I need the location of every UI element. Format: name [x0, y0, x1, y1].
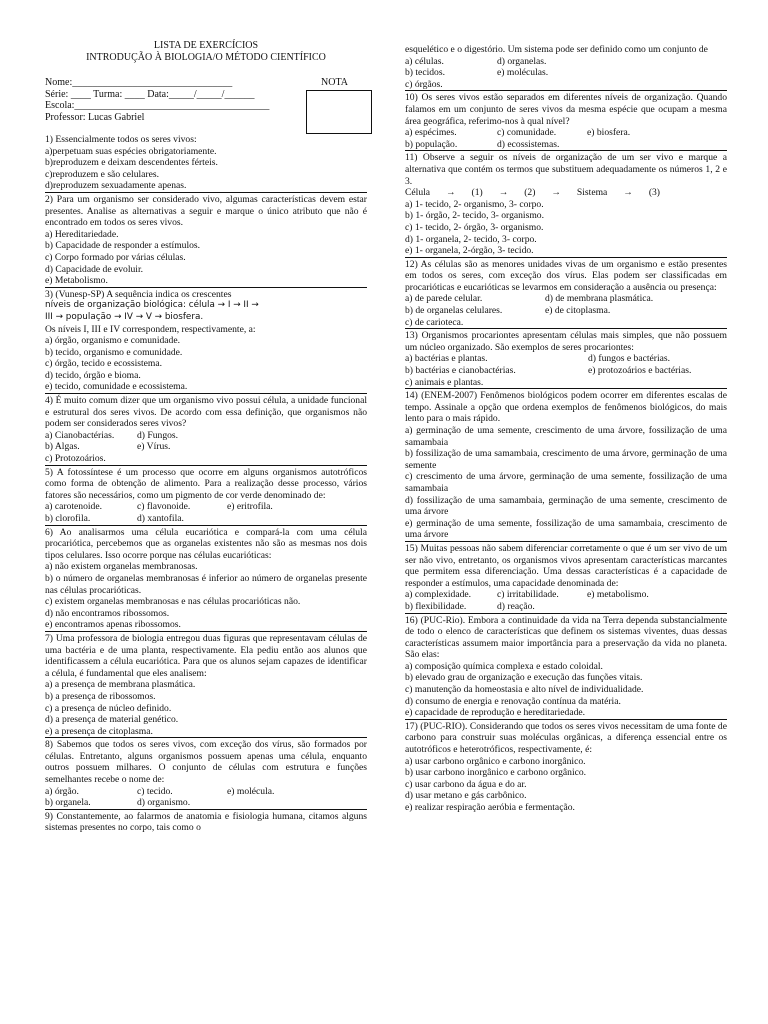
class-field[interactable]: Série: ____ Turma: ____ Data:_____/_____/______ — [45, 88, 255, 100]
option-d[interactable]: d) ecossistemas. — [497, 138, 560, 150]
option-a[interactable]: a) germinação de uma semente, crescimento de uma árvore, fossilização de uma samambaia — [405, 425, 727, 448]
question-1 — [45, 133, 367, 192]
student-info — [45, 77, 367, 123]
option-e[interactable]: e) encontramos apenas ribossomos. — [45, 619, 181, 631]
option-e[interactable]: e) molécula. — [227, 785, 275, 797]
option-b[interactable]: b) Capacidade de responder a estímulos. — [45, 240, 201, 252]
option-c[interactable]: c) a presença de núcleo definido. — [45, 702, 172, 714]
question-stem: 8) Sabemos que todos os seres vivos, com exceção dos vírus, são formados por células. Entretanto, alguns organismos possuem apenas uma célula, enquanto outros possuem milhares. O conjunto de células com estrutura e funções semelhantes recebe o nome de: — [45, 739, 367, 786]
option-a[interactable]: a) órgão. — [45, 785, 79, 797]
option-d[interactable]: d) organelas. — [497, 55, 547, 67]
option-a[interactable]: a) Hereditariedade. — [45, 228, 119, 240]
options-grid — [405, 127, 727, 150]
option-e[interactable]: e) germinação de uma semente, fossilização de uma samambaia, crescimento de uma árvore — [405, 517, 727, 541]
question-stem: 3) (Vunesp-SP) A sequência indica os crescentes — [45, 288, 232, 300]
option-c[interactable]: c) manutenção da homeostasia e alto nível de individualidade. — [405, 684, 644, 696]
grade-label: NOTA — [321, 77, 348, 88]
question-stem: 15) Muitas pessoas não sabem diferenciar corretamente o que é um ser vivo de um ser não vivo, entretanto, os organismos vivos apresentam características marcantes que permitem essa diferenciação. Uma dessas características é a capacidade de responder a estímulos, uma capacidade denominada de: — [405, 542, 727, 589]
option-b[interactable]: b) população. — [405, 138, 458, 150]
option-e[interactable]: e) moléculas. — [497, 67, 549, 79]
worksheet-subtitle: INTRODUÇÃO À BIOLOGIA/O MÉTODO CIENTÍFICO — [86, 51, 326, 63]
option-b[interactable]: b) usar carbono inorgânico e carbono orgânico. — [405, 767, 587, 779]
option-b[interactable]: b) Algas. — [45, 441, 80, 453]
option-e[interactable]: e) metabolismo. — [587, 589, 649, 601]
option-c[interactable]: c) tecido. — [137, 785, 173, 797]
option-d[interactable]: d) Capacidade de evoluir. — [45, 263, 144, 275]
question-stem: 6) Ao analisarmos uma célula eucariótica e compará-la com uma célula procariótica, percebemos que as organelas existentes não são as mesmas nos dois tipos celulares. Isso ocorre porque nas células eucarióticas: — [45, 526, 367, 561]
question-13 — [405, 328, 727, 388]
question-4 — [45, 393, 367, 465]
question-3 — [45, 287, 367, 393]
option-d[interactable]: d) tecido, órgão e bioma. — [45, 369, 141, 381]
option-c[interactable]: c) de carioteca. — [405, 316, 464, 328]
options-grid — [45, 501, 367, 524]
option-c[interactable]: c) 1- tecido, 2- órgão, 3- organismo. — [405, 221, 544, 233]
option-a[interactable]: a) Cianobactérias. — [45, 429, 115, 441]
option-a[interactable]: a) carotenoide. — [45, 501, 102, 513]
school-field[interactable]: Escola:_______________________________________ — [45, 100, 270, 111]
option-e[interactable]: e) realizar respiração aeróbia e fermentação. — [405, 802, 575, 813]
arrow-icon: → — [551, 187, 561, 199]
question-15 — [405, 541, 727, 613]
option-e[interactable]: e) Vírus. — [137, 441, 171, 453]
options-grid — [405, 56, 727, 91]
arrow-icon: → — [446, 187, 456, 199]
question-14 — [405, 388, 727, 541]
option-a[interactable]: a)perpetuam suas espécies obrigatoriamente. — [45, 145, 217, 157]
question-11 — [405, 150, 727, 256]
option-c[interactable]: c) irritabilidade. — [497, 589, 559, 601]
option-e[interactable]: e) de citoplasma. — [545, 305, 611, 317]
option-a[interactable]: a) 1- tecido, 2- organismo, 3- corpo. — [405, 198, 544, 210]
option-c[interactable]: c) existem organelas membranosas e nas células procarióticas não. — [45, 596, 301, 608]
organization-sequence-line-1: níveis de organização biológica: célula → I → II → — [45, 300, 259, 311]
worksheet-header — [45, 40, 367, 63]
worksheet-title: LISTA DE EXERCÍCIOS — [153, 40, 259, 51]
question-stem: 4) É muito comum dizer que um organismo vivo possui célula, a unidade funcional e estrutural dos seres vivos. De acordo com essa definição, que organismos não podem ser considerados seres vivos? — [45, 395, 367, 430]
question-2 — [45, 192, 367, 287]
name-field[interactable]: Nome:________________________________ — [45, 77, 233, 88]
option-a[interactable]: a) espécimes. — [405, 127, 457, 139]
option-d[interactable]: d) 1- organela, 2- tecido, 3- corpo. — [405, 233, 537, 245]
question-stem: 2) Para um organismo ser considerado vivo, algumas características devem estar presentes. Analise as alternativas a seguir e marque o único atributo que não é encontrado em todos os seres vivos. — [45, 193, 367, 229]
seq-blank-3: (3) — [648, 187, 660, 199]
question-6 — [45, 525, 367, 631]
option-b[interactable]: b) organela. — [45, 797, 91, 809]
option-a[interactable]: a) de parede celular. — [405, 293, 483, 305]
option-c[interactable]: c) usar carbono da água e do ar. — [405, 778, 527, 790]
question-9-continued — [405, 43, 727, 90]
question-9 — [45, 809, 367, 834]
question-17 — [405, 719, 727, 814]
seq-blank-2: (2) — [524, 187, 536, 199]
option-e[interactable]: e) eritrofila. — [227, 501, 273, 513]
option-b[interactable]: b) o número de organelas membranosas é inferior ao número de organelas presente nas células procarióticas. — [45, 572, 367, 596]
right-column — [405, 43, 727, 814]
option-a[interactable]: a) órgão, organismo e comunidade. — [45, 335, 180, 347]
option-e[interactable]: e) 1- organela, 2-órgão, 3- tecido. — [405, 245, 534, 257]
question-stem: 16) (PUC-Rio). Embora a continuidade da vida na Terra dependa substancialmente de todo o elenco de características que definem os sistemas viventes, duas dessas características assumem maior importância para a preservação da vida no planeta. São elas: — [405, 614, 727, 661]
option-b[interactable]: b) tecido, organismo e comunidade. — [45, 346, 183, 358]
option-d[interactable]: d) xantofila. — [137, 513, 184, 524]
option-e[interactable]: e) capacidade de reprodução e hereditariedade. — [405, 707, 586, 719]
option-d[interactable]: d)reproduzem sexuadamente apenas. — [45, 180, 187, 192]
options-grid — [405, 589, 727, 612]
option-a[interactable]: a) células. — [405, 55, 444, 67]
question-stem: 14) (ENEM-2007) Fenômenos biológicos podem ocorrer em diferentes escalas de tempo. Assinale a opção que ordena exemplos de fenômenos biológicos, do mais lento para o mais rápido. — [405, 390, 727, 425]
option-a[interactable]: a) bactérias e plantas. — [405, 353, 488, 365]
question-stem: 1) Essencialmente todos os seres vivos: — [45, 134, 197, 145]
option-c[interactable]: c) Protozoários. — [45, 453, 106, 465]
option-c[interactable]: c) flavonoide. — [137, 501, 191, 513]
option-b[interactable]: b) 1- órgão, 2- tecido, 3- organismo. — [405, 210, 544, 222]
question-stem: 7) Uma professora de biologia entregou duas figuras que representavam células de uma bactéria e de uma planta, respectivamente. Ela pediu então aos alunos que identificassem a célula eucariótica. Para que os alunos sejam capazes de identificar a célula, é fundamental que eles analisem: — [45, 632, 367, 679]
question-12 — [405, 257, 727, 329]
option-b[interactable]: b) tecidos. — [405, 67, 445, 79]
option-c[interactable]: c) animais e plantas. — [405, 376, 484, 388]
seq-cell: Célula — [405, 187, 431, 199]
option-a[interactable]: a) composição química complexa e estado coloidal. — [405, 660, 603, 672]
left-column — [45, 40, 367, 834]
question-stem: 10) Os seres vivos estão separados em diferentes níveis de organização. Quando falamos em um conjunto de seres vivos da mesma espécie que ocupam a mesma área geográfica, referimo-nos à qual nível? — [405, 92, 727, 127]
organization-sequence-line-2: III → população → IV → V → biosfera. — [45, 311, 204, 322]
question-7 — [45, 631, 367, 737]
option-b[interactable]: b) flexibilidade. — [405, 600, 467, 612]
question-5 — [45, 465, 367, 525]
option-e[interactable]: e) tecido, comunidade e ecossistema. — [45, 381, 188, 393]
option-c[interactable]: c) órgão, tecido e ecossistema. — [45, 358, 163, 370]
question-stem: 9) Constantemente, ao falarmos de anatomia e fisiologia humana, citamos alguns sistemas presentes no corpo, tais como o — [45, 810, 367, 834]
option-a[interactable]: a) não existem organelas membranosas. — [45, 561, 198, 573]
question-8 — [45, 737, 367, 809]
question-stem: 11) Observe a seguir os níveis de organização de um ser vivo e marque a alternativa que contém os termos que substituem adequadamente os números 1, 2 e 3. — [405, 152, 727, 187]
arrow-icon: → — [498, 187, 509, 199]
option-d[interactable]: d) não encontramos ribossomos. — [45, 607, 170, 619]
option-d[interactable]: d) a presença de material genético. — [45, 714, 179, 726]
question-stem: 12) As células são as menores unidades vivas de um organismo e estão presentes em todos os seres, com exceção dos vírus. Elas podem ser classificadas em procarióticas e eucarióticas se levarmos em consideração a ausência ou presença: — [405, 258, 727, 293]
question-16 — [405, 613, 727, 719]
option-b[interactable]: b)reproduzem e deixam descendentes férteis. — [45, 157, 218, 169]
option-d[interactable]: d) Fungos. — [137, 429, 179, 441]
option-b[interactable]: b) clorofila. — [45, 513, 91, 524]
option-d[interactable]: d) reação. — [497, 600, 535, 612]
question-stem: 13) Organismos procariontes apresentam células mais simples, que não possuem um núcleo organizado. São exemplos de seres procariontes: — [405, 330, 727, 353]
option-a[interactable]: a) complexidade. — [405, 589, 472, 601]
options-grid — [405, 353, 727, 388]
option-a[interactable]: a) usar carbono orgânico e carbono inorgânico. — [405, 755, 586, 767]
option-e[interactable]: e) protozoários e bactérias. — [588, 365, 692, 377]
option-c[interactable]: c) crescimento de uma árvore, germinação de uma semente, fossilização de uma samambaia — [405, 471, 727, 494]
option-e[interactable]: e) biosfera. — [587, 127, 631, 139]
option-c[interactable]: c) Corpo formado por várias células. — [45, 251, 186, 263]
arrow-icon: → — [623, 187, 633, 199]
option-b[interactable]: b) fossilização de uma samambaia, crescimento de uma árvore, germinação de uma semente — [405, 448, 727, 471]
option-c[interactable]: c) comunidade. — [497, 127, 557, 139]
option-e[interactable]: e) Metabolismo. — [45, 275, 108, 287]
option-d[interactable]: d) de membrana plasmática. — [545, 293, 654, 305]
question-stem: 5) A fotossíntese é um processo que ocorre em alguns organismos autotróficos como forma de obtenção de alimento. Para a realização desse processo, vários fatores são necessários, como um pigmento de cor verde denominado de: — [45, 466, 367, 501]
question-stem-continued: Os níveis I, III e IV correspondem, respectivamente, a: — [45, 323, 256, 335]
seq-blank-1: (1) — [471, 187, 483, 199]
question-stem-continued: esquelético e o digestório. Um sistema pode ser definido como um conjunto de — [405, 44, 708, 55]
question-10 — [405, 90, 727, 150]
option-b[interactable]: b) a presença de ribossomos. — [45, 690, 156, 702]
option-d[interactable]: d) fungos e bactérias. — [588, 353, 671, 365]
option-a[interactable]: a) a presença de membrana plasmática. — [45, 679, 196, 691]
grade-box[interactable] — [306, 90, 372, 134]
option-b[interactable]: b) de organelas celulares. — [405, 305, 503, 317]
options-grid — [405, 293, 727, 328]
options-grid — [45, 786, 367, 809]
option-b[interactable]: b) bactérias e cianobactérias. — [405, 365, 516, 377]
option-c[interactable]: c)reproduzem e são celulares. — [45, 168, 159, 180]
option-e[interactable]: e) a presença de citoplasma. — [45, 725, 153, 737]
option-d[interactable]: d) fossilização de uma samambaia, germinação de uma semente, crescimento de uma árvore — [405, 494, 727, 518]
teacher-label: Professor: Lucas Gabriel — [45, 111, 145, 123]
option-d[interactable]: d) usar metano e gás carbônico. — [405, 790, 527, 802]
option-c[interactable]: c) órgãos. — [405, 78, 443, 90]
option-d[interactable]: d) consumo de energia e renovação contínua da matéria. — [405, 695, 621, 707]
seq-system: Sistema — [576, 187, 608, 199]
option-b[interactable]: b) elevado grau de organização e execução das funções vitais. — [405, 672, 643, 684]
options-grid — [45, 430, 367, 465]
organization-sequence — [405, 187, 660, 199]
option-d[interactable]: d) organismo. — [137, 797, 191, 809]
question-stem: 17) (PUC-RIO). Considerando que todos os seres vivos necessitam de uma fonte de carbono para construir suas moléculas orgânicas, a diferença essencial entre os autotróficos e heterotróficos, respectivamente, é: — [405, 720, 727, 756]
